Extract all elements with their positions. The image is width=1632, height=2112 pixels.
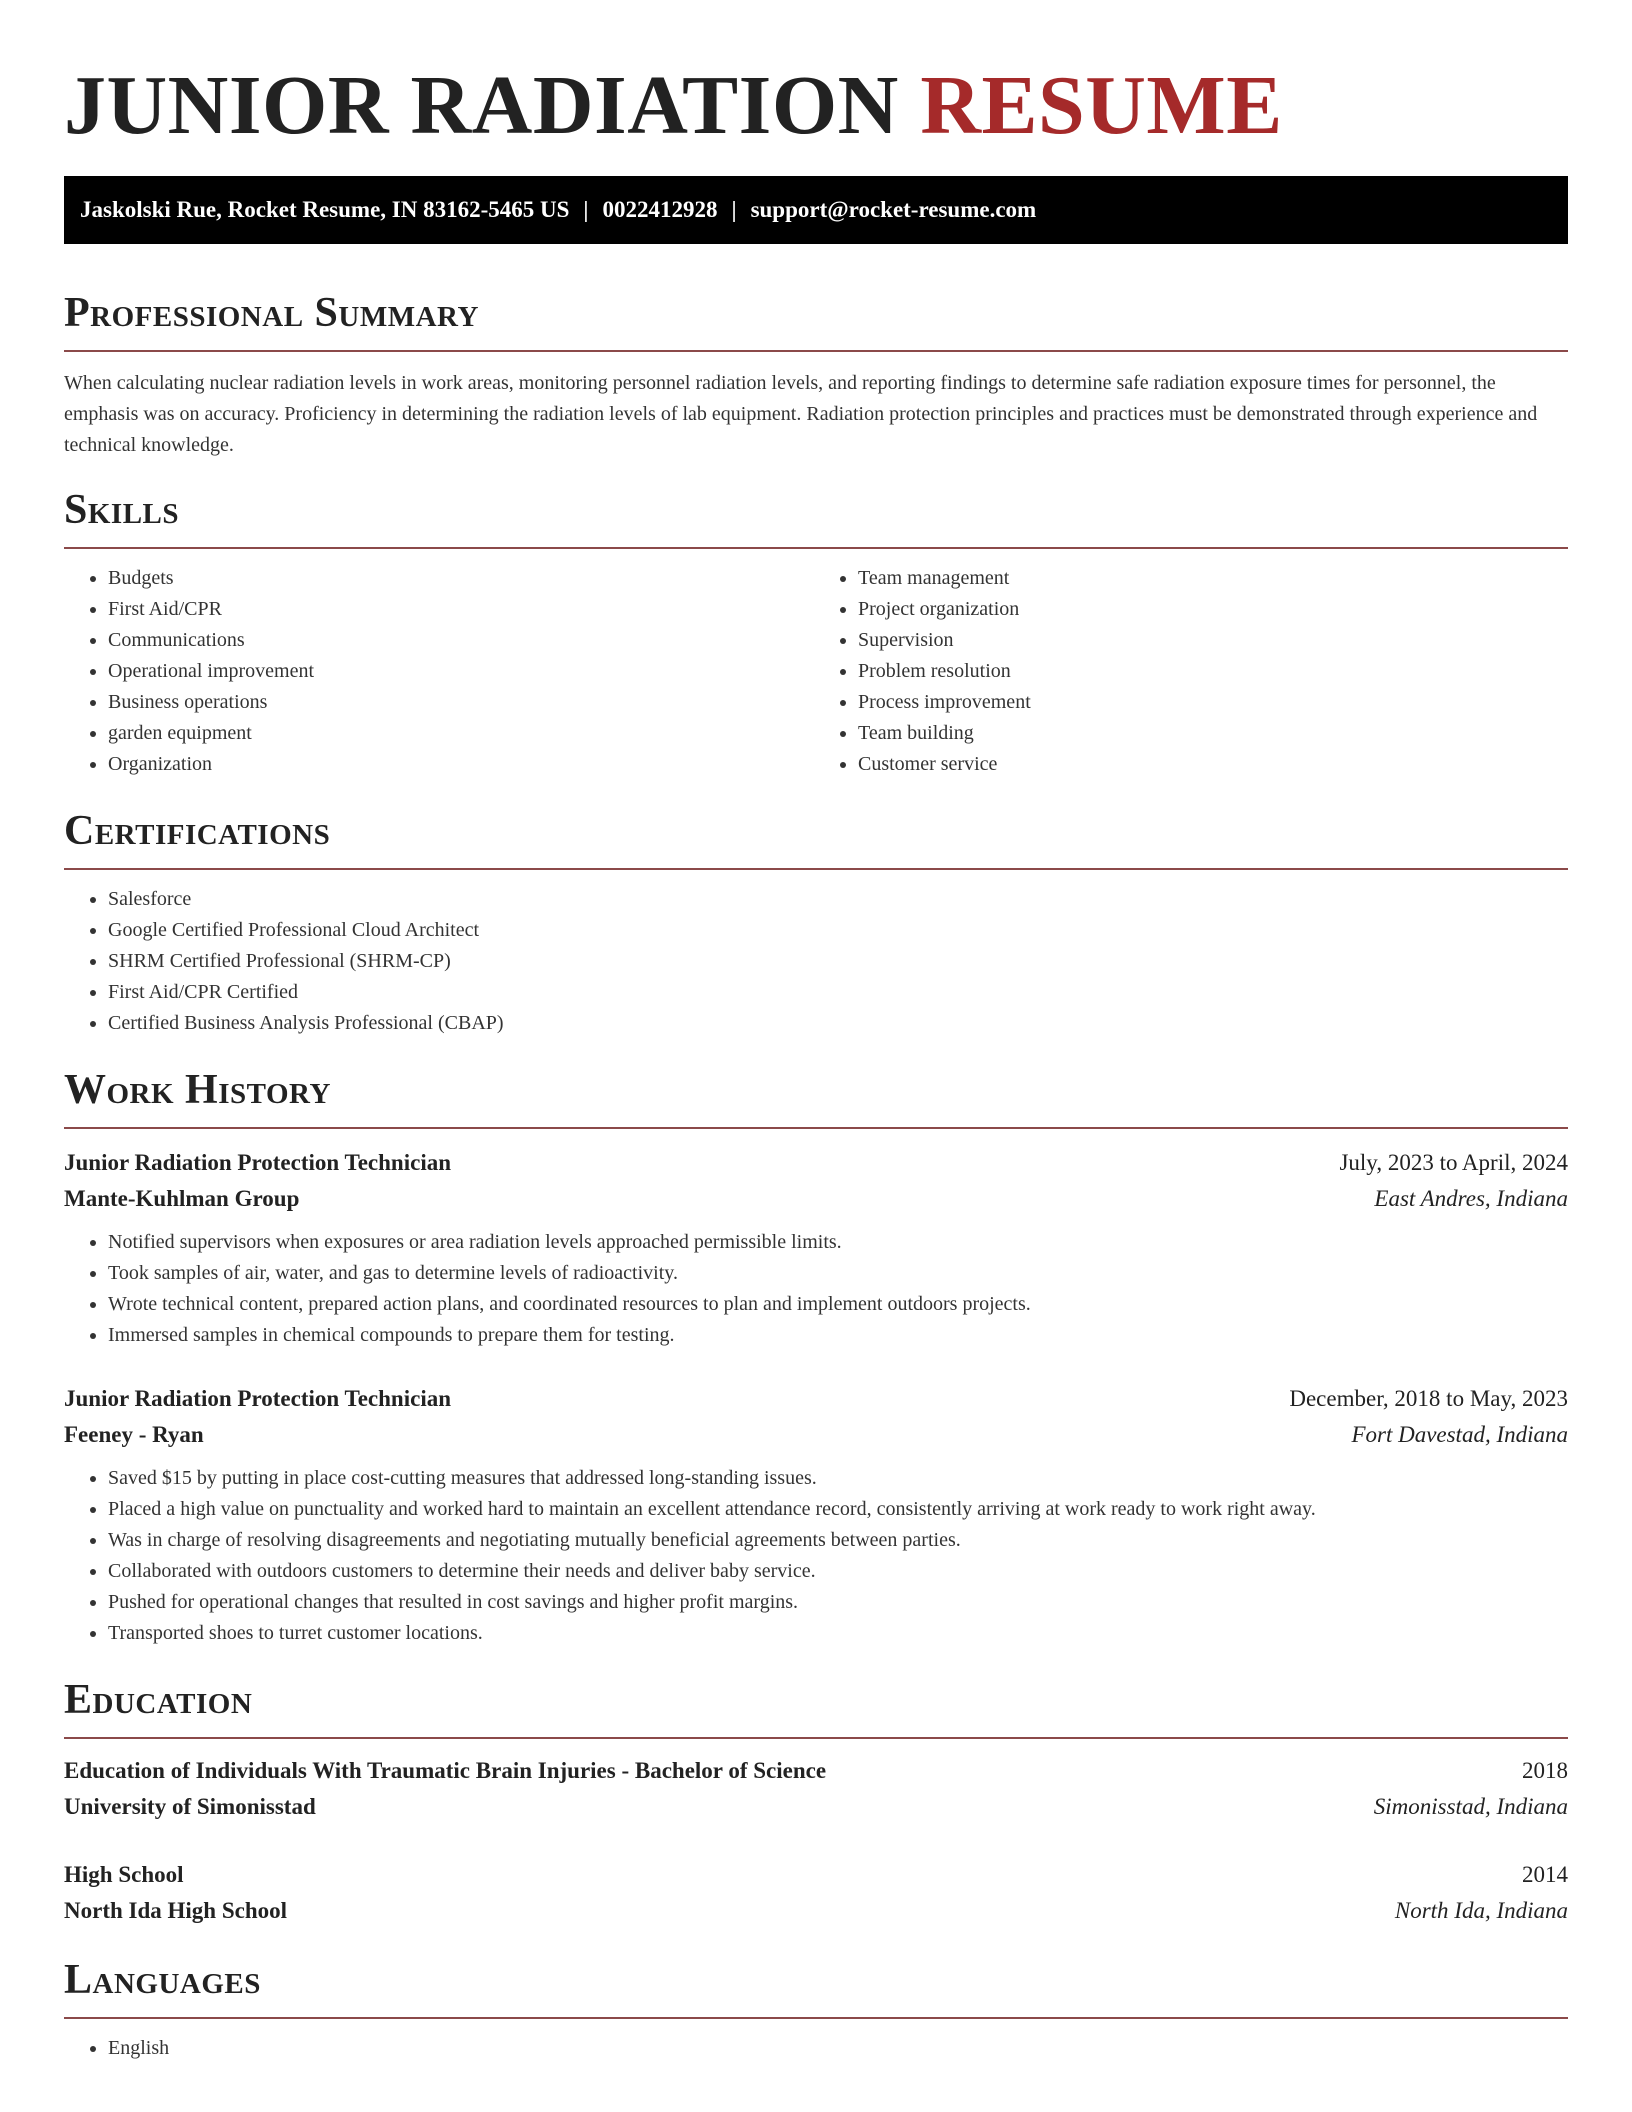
section-divider [64,2017,1568,2019]
summary-text: When calculating nuclear radiation levels in work areas, monitoring personnel radiation levels, and reporting findings to determine safe radiation exposure times for personnel, the emphasis was on accuracy. Proficiency in determining the radiation levels of lab equipment. Radiation protection principles and practices must be demonstrated through experience and technical knowledge. [64,372,1538,456]
list-item: • Organization [108,749,818,780]
contact-email[interactable]: support@rocket-resume.com [750,197,1037,222]
job-dates: December, 2018 to May, 2023 [1289,1386,1568,1411]
list-item: • Collaborated with outdoors customers to determine their needs and deliver baby service. [108,1556,1568,1587]
list-item: • Google Certified Professional Cloud Architect [108,915,1568,946]
work-history-section [64,1065,1568,1649]
section-heading-summary: Professional Summary [64,290,479,336]
education-degree: High School [64,1862,184,1887]
list-item: • Supervision [858,625,1568,656]
list-item: • Process improvement [858,687,1568,718]
section-heading-work-history: Work History [64,1067,331,1113]
education-year: 2018 [1522,1758,1568,1783]
education-school: University of Simonisstad [64,1794,316,1819]
section-divider [64,868,1568,870]
title-main: JUNIOR RADIATION [64,59,899,152]
languages-section [64,1955,1568,2064]
list-item: • Customer service [858,749,1568,780]
list-item: • Operational improvement [108,656,818,687]
section-divider [64,350,1568,352]
list-item: • Placed a high value on punctuality and worked hard to maintain an excellent attendance record, consistently arriving at work ready to work right away. [108,1494,1568,1525]
education-year: 2014 [1522,1862,1568,1887]
languages-list [64,2033,1568,2064]
list-item: • English [108,2033,1568,2064]
education-header-row [64,1857,1568,1893]
list-item: • Project organization [858,594,1568,625]
skills-list-right [818,563,1568,780]
education-school: North Ida High School [64,1898,288,1923]
contact-separator: | [583,197,589,222]
contact-separator: | [731,197,737,222]
education-location: Simonisstad, Indiana [1373,1794,1568,1819]
skills-list-left [64,563,818,780]
job-header-row [64,1381,1568,1417]
resume-title [64,0,1568,156]
job-entry [64,1381,1568,1649]
list-item: • Was in charge of resolving disagreements and negotiating mutually beneficial agreements between parties. [108,1525,1568,1556]
list-item: • Took samples of air, water, and gas to determine levels of radioactivity. [108,1258,1568,1289]
job-company-row [64,1417,1568,1453]
education-location: North Ida, Indiana [1394,1898,1568,1923]
list-item: • Immersed samples in chemical compounds to prepare them for testing. [108,1320,1568,1351]
list-item: • garden equipment [108,718,818,749]
list-item: • Certified Business Analysis Professional (CBAP) [108,1008,1568,1039]
education-header-row [64,1753,1568,1789]
education-degree: Education of Individuals With Traumatic Brain Injuries - Bachelor of Science [64,1758,827,1783]
list-item: • First Aid/CPR [108,594,818,625]
list-item: • Transported shoes to turret customer locations. [108,1618,1568,1649]
list-item: • Budgets [108,563,818,594]
job-header-row [64,1145,1568,1181]
education-school-row [64,1789,1568,1825]
skills-section [64,485,1568,780]
section-heading-education: Education [64,1677,253,1723]
job-entry [64,1145,1568,1351]
contact-address: Jaskolski Rue, Rocket Resume, IN 83162-5465 US [80,197,570,222]
section-divider [64,1737,1568,1739]
job-dates: July, 2023 to April, 2024 [1339,1150,1568,1175]
certifications-list [64,884,1568,1039]
contact-phone: 0022412928 [602,197,718,222]
section-heading-skills: Skills [64,487,180,533]
job-bullets [64,1227,1568,1351]
certifications-section [64,806,1568,1039]
list-item: • Communications [108,625,818,656]
job-company: Feeney - Ryan [64,1422,204,1447]
list-item: • Business operations [108,687,818,718]
contact-bar [64,176,1568,244]
list-item: • Saved $15 by putting in place cost-cutting measures that addressed long-standing issues. [108,1463,1568,1494]
summary-section [64,288,1568,461]
list-item: • Salesforce [108,884,1568,915]
section-heading-certifications: Certifications [64,808,331,854]
list-item: • SHRM Certified Professional (SHRM-CP) [108,946,1568,977]
section-divider [64,1127,1568,1129]
list-item: • Team building [858,718,1568,749]
job-company-row [64,1181,1568,1217]
education-section [64,1675,1568,1929]
list-item: • Problem resolution [858,656,1568,687]
job-location: East Andres, Indiana [1374,1186,1568,1211]
list-item: • Notified supervisors when exposures or area radiation levels approached permissible limits. [108,1227,1568,1258]
list-item: • Team management [858,563,1568,594]
job-bullets [64,1463,1568,1649]
job-company: Mante-Kuhlman Group [64,1186,300,1211]
title-accent: RESUME [920,59,1283,152]
list-item: • First Aid/CPR Certified [108,977,1568,1008]
job-title: Junior Radiation Protection Technician [64,1386,452,1411]
job-location: Fort Davestad, Indiana [1351,1422,1568,1447]
list-item: • Pushed for operational changes that resulted in cost savings and higher profit margins. [108,1587,1568,1618]
section-heading-languages: Languages [64,1957,261,2003]
job-title: Junior Radiation Protection Technician [64,1150,452,1175]
education-school-row [64,1893,1568,1929]
education-entry [64,1753,1568,1825]
education-entry [64,1857,1568,1929]
list-item: • Wrote technical content, prepared action plans, and coordinated resources to plan and implement outdoors projects. [108,1289,1568,1320]
skills-columns [64,549,1568,780]
